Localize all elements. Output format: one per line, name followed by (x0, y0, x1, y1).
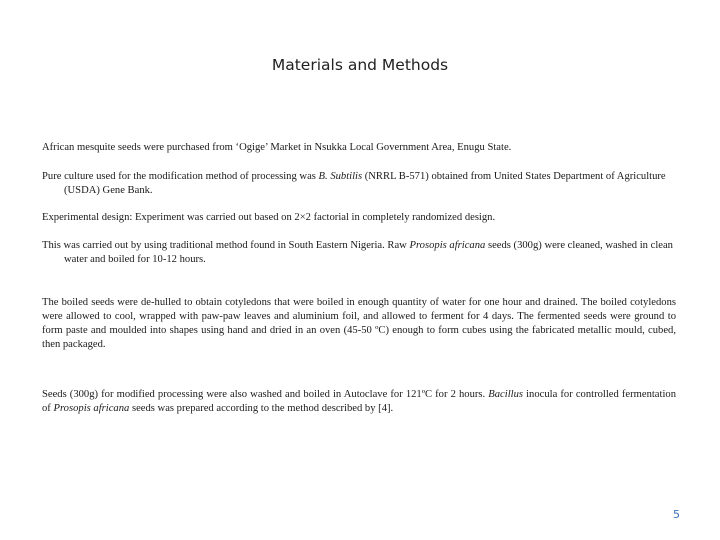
paragraph-modified-processing (42, 388, 676, 416)
organism-name: B. Subtilis (318, 171, 363, 182)
paragraph-pure-culture (42, 170, 698, 198)
paragraph-text: seeds was prepared according to the method described by [4]. (129, 403, 394, 414)
slide-number: 5 (673, 508, 680, 521)
species-name: Prosopis africana (409, 240, 486, 251)
paragraph-text: inocula for controlled fermentation of (42, 389, 676, 414)
species-name: Prosopis africana (53, 403, 130, 414)
paragraph-text: seeds (300g) were cleaned, washed in clean water and boiled for 10-12 hours. (64, 240, 673, 265)
paragraph-text: (NRRL B-571) obtained from United States Department of Agriculture (USDA) Gene Bank. (64, 171, 666, 196)
paragraph-text: Seeds (300g) for modified processing were also washed and boiled in Autoclave for 121ºC for 2 hours. (42, 389, 489, 400)
paragraph-experimental-design: Experimental design: Experiment was carried out based on 2×2 factorial in completely randomized design. (42, 212, 496, 223)
paragraph-processing-steps (42, 296, 676, 352)
paragraph-seed-source: African mesquite seeds were purchased from ‘Ogige’ Market in Nsukka Local Government Area, Enugu State. (42, 142, 512, 153)
paragraph-text: This was carried out by using traditional method found in South Eastern Nigeria. Raw (42, 240, 410, 251)
paragraph-text: Pure culture used for the modification method of processing was (42, 171, 319, 182)
paragraph-traditional-method (42, 239, 698, 267)
organism-name: Bacillus (488, 389, 524, 400)
slide-title: Materials and Methods (271, 56, 449, 74)
paragraph-body (42, 388, 676, 416)
paragraph-text: The boiled seeds were de-hulled to obtain cotyledons that were boiled in enough quantity of water for one hour and drained. The boiled cotyledons were allowed to cool, wrapped with paw-paw leaves and aluminium foil, and allowed to ferment for 4 days. The fermented seeds were ground to form paste and moulded into shapes using hand and dried in an oven (45-50 ºC) enough to form cubes using the fabricated metallic mould, cubed, then packaged. (42, 297, 676, 350)
